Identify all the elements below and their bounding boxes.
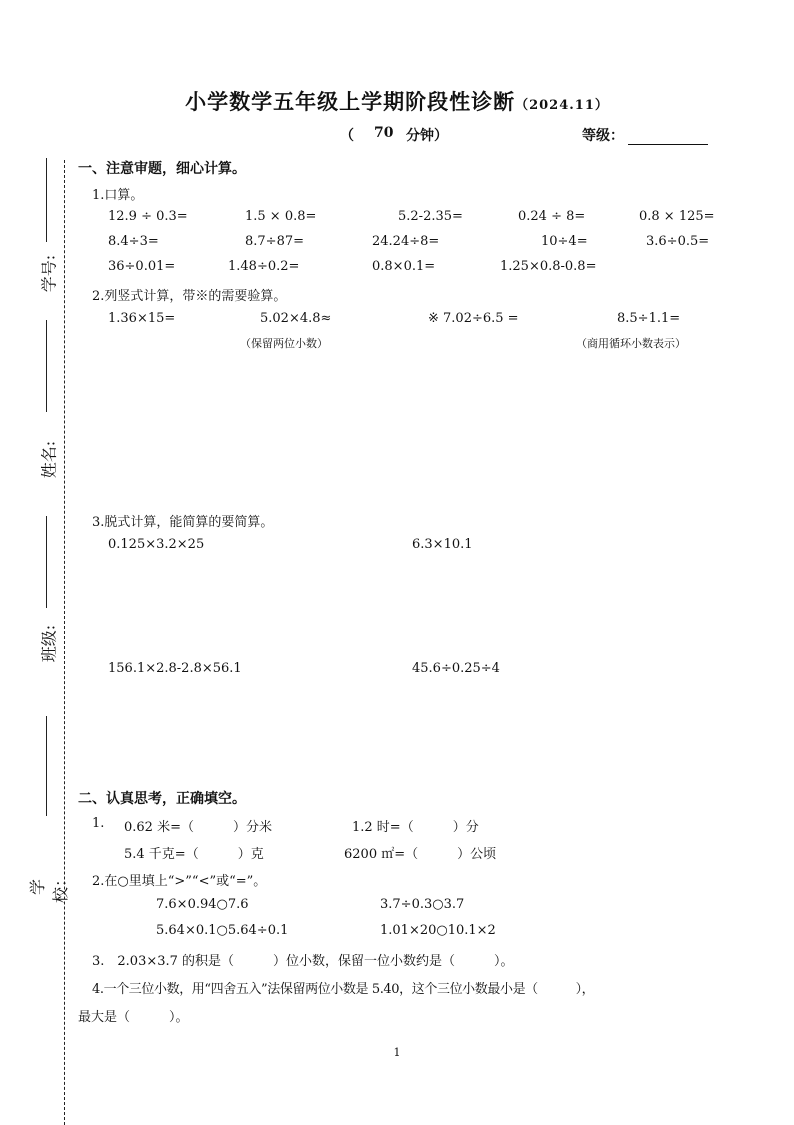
title-date: （2024.11）: [515, 98, 609, 113]
oral-item: 8.7÷87=: [245, 234, 305, 249]
grade-blank[interactable]: [628, 128, 708, 145]
compare-item: 5.64×0.1○5.64÷0.1: [156, 923, 289, 938]
repeat-note: （商用循环小数表示）: [576, 337, 686, 350]
vertical-calc-item: 1.36×15=: [108, 311, 176, 326]
fill-q4-line2: 最大是（ ）。: [78, 1010, 189, 1025]
oral-item: 0.24 ÷ 8=: [518, 209, 586, 224]
oral-item: 3.6÷0.5=: [646, 234, 710, 249]
school-line: [46, 716, 47, 816]
oral-item: 1.48÷0.2=: [228, 259, 300, 274]
section2-heading: 二、认真思考，正确填空。: [78, 791, 246, 807]
fill-q3: 3. 2.03×3.7 的积是（ ）位小数，保留一位小数约是（ ）。: [92, 954, 514, 969]
oral-item: 24.24÷8=: [372, 234, 440, 249]
oral-item: 36÷0.01=: [108, 259, 176, 274]
compare-item: 7.6×0.94○7.6: [156, 897, 249, 912]
compare-item: 1.01×20○10.1×2: [380, 923, 496, 938]
fill-item: 0.62 米=（ ）分米: [124, 820, 272, 835]
section1-heading: 一、注意审题，细心计算。: [78, 161, 246, 177]
compare-item: 3.7÷0.3○3.7: [380, 897, 465, 912]
student-id-label: 学号:: [39, 254, 59, 293]
oral-item: 1.25×0.8-0.8=: [500, 259, 597, 274]
vertical-calc-item: 5.02×4.8≈: [260, 311, 332, 326]
title-text: 小学数学五年级上学期阶段性诊断: [185, 89, 516, 114]
step-calc-item: 0.125×3.2×25: [108, 537, 205, 552]
class-line: [46, 516, 47, 608]
oral-item: 8.4÷3=: [108, 234, 159, 249]
step-calc-item: 6.3×10.1: [412, 537, 473, 552]
q3-label: 3.脱式计算，能简算的要简算。: [92, 515, 274, 530]
name-label: 姓名:: [39, 440, 59, 479]
step-calc-item: 45.6÷0.25÷4: [412, 661, 500, 676]
fill-item: 6200 ㎡=（ ）公顷: [344, 847, 497, 862]
fill-item: 1.2 时=（ ）分: [352, 820, 479, 835]
student-id-line: [46, 158, 47, 242]
oral-item: 1.5 × 0.8=: [245, 209, 317, 224]
time-value: 70: [374, 125, 394, 141]
fill-q4-line1: 4.一个三位小数，用“四舍五入”法保留两位小数是 5.40，这个三位小数最小是（ ），: [92, 982, 595, 997]
school-label: 学校：: [28, 871, 70, 904]
grade-field[interactable]: [582, 125, 708, 145]
page-title: [0, 86, 794, 116]
round-note: （保留两位小数）: [240, 337, 328, 350]
vertical-calc-item: ※ 7.02÷6.5 =: [428, 311, 519, 326]
name-line: [46, 320, 47, 412]
grade-label: 等级：: [582, 128, 624, 144]
oral-item: 0.8×0.1=: [372, 259, 436, 274]
class-label: 班级:: [39, 624, 59, 663]
q2-label: 2.列竖式计算，带※的需要验算。: [92, 289, 287, 304]
fill-num: 1.: [92, 816, 105, 831]
time-open: （: [340, 128, 354, 144]
oral-item: 10÷4=: [541, 234, 588, 249]
compare-label: 2.在○里填上“>”“<”或“=”。: [92, 874, 267, 889]
time-unit: 分钟）: [406, 128, 448, 144]
page-number: 1: [393, 1046, 401, 1059]
binding-dashed-line: [64, 160, 65, 1125]
vertical-calc-item: 8.5÷1.1=: [617, 311, 681, 326]
oral-item: 0.8 × 125=: [639, 209, 715, 224]
oral-item: 12.9 ÷ 0.3=: [108, 209, 188, 224]
fill-item: 5.4 千克=（ ）克: [124, 847, 264, 862]
oral-item: 5.2-2.35=: [398, 209, 463, 224]
step-calc-item: 156.1×2.8-2.8×56.1: [108, 661, 242, 676]
q1-label: 1.口算。: [92, 188, 144, 203]
